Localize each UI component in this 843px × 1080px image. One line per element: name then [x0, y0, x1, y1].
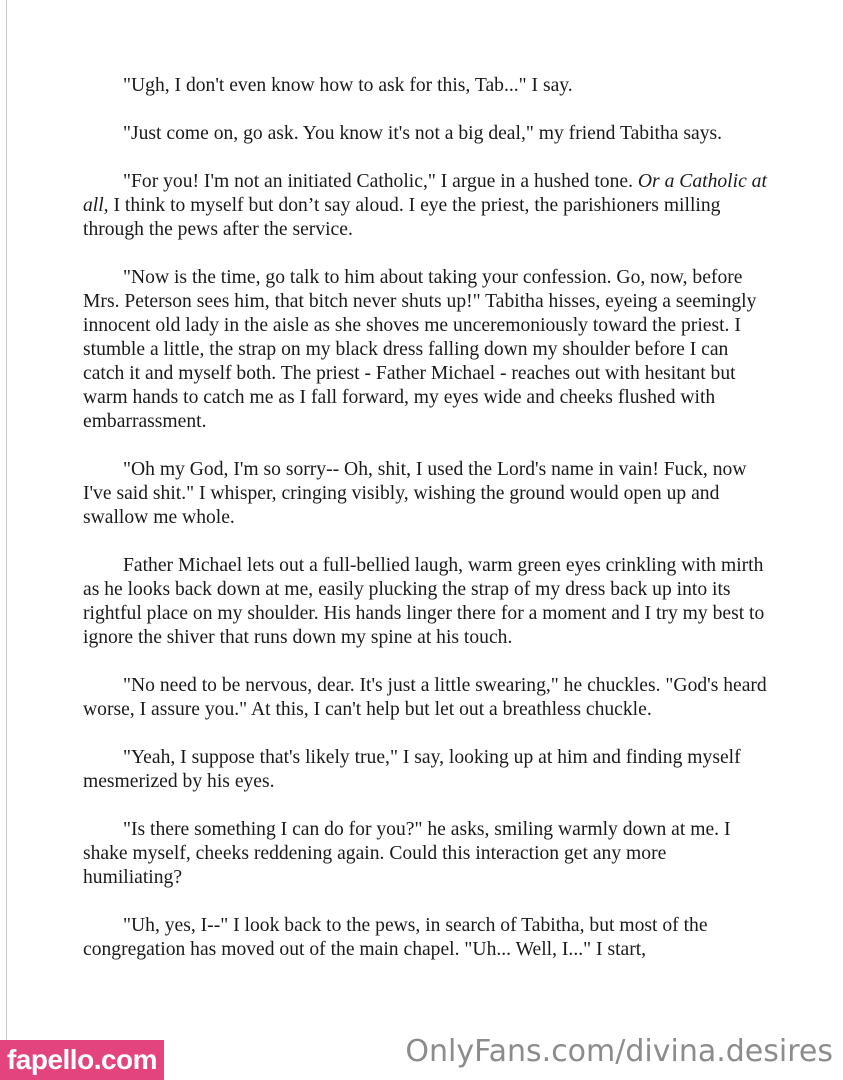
text-run: "Uh, yes, I--" I look back to the pews, in search of Tabitha, but most of the congregation has moved out of the main chapel. "Uh... Well, I..." I start,: [83, 915, 708, 960]
text-run: "Yeah, I suppose that's likely true," I say, looking up at him and finding myself mesmerized by his eyes.: [83, 747, 741, 792]
text-run: "For you! I'm not an initiated Catholic," I argue in a hushed tone.: [123, 171, 638, 192]
story-paragraph: [83, 170, 767, 242]
text-run: "Just come on, go ask. You know it's not a big deal," my friend Tabitha says.: [123, 123, 723, 144]
text-run: "Is there something I can do for you?" he asks, smiling warmly down at me. I shake myself, cheeks reddening again. Could this interaction get any more humiliating?: [83, 819, 731, 888]
story-paragraph: [83, 674, 767, 722]
text-run: "Now is the time, go talk to him about taking your confession. Go, now, before Mrs. Peterson sees him, that bitch never shuts up!" Tabitha hisses, eyeing a seemingly innocent old lady in the aisle as she shoves me unceremoniously toward the priest. I stumble a little, the strap on my black dress falling down my shoulder before I can catch it and myself both. The priest - Father Michael - reaches out with hesitant but warm hands to catch me as I fall forward, my eyes wide and cheeks flushed with embarrassment.: [83, 267, 757, 432]
story-paragraph: [83, 746, 767, 794]
italic-text-run: Or a Catholic at all,: [83, 171, 767, 216]
story-paragraph: [83, 458, 767, 530]
text-run: "Ugh, I don't even know how to ask for this, Tab..." I say.: [123, 75, 573, 96]
watermark-fapello-logo: fapello.com: [0, 1040, 164, 1080]
text-run: "No need to be nervous, dear. It's just a little swearing," he chuckles. "God's heard worse, I assure you." At this, I can't help but let out a breathless chuckle.: [83, 675, 767, 720]
story-paragraph: [83, 818, 767, 890]
text-run: I think to myself but don’t say aloud. I eye the priest, the parishioners milling through the pews after the service.: [83, 195, 721, 240]
watermark-onlyfans-text: OnlyFans.com/divina.desires: [405, 1034, 833, 1069]
document-page: [6, 0, 843, 1080]
document-body: [83, 74, 767, 986]
story-paragraph: [83, 914, 767, 962]
story-paragraph: [83, 554, 767, 650]
text-run: Father Michael lets out a full-bellied laugh, warm green eyes crinkling with mirth as he looks back down at me, easily plucking the strap of my dress back up into its rightful place on my shoulder. His hands linger there for a moment and I try my best to ignore the shiver that runs down my spine at his touch.: [83, 555, 765, 648]
text-run: "Oh my God, I'm so sorry-- Oh, shit, I used the Lord's name in vain! Fuck, now I've said shit." I whisper, cringing visibly, wishing the ground would open up and swallow me whole.: [83, 459, 747, 528]
story-paragraph: [83, 266, 767, 434]
story-paragraph: [83, 74, 767, 98]
story-paragraph: [83, 122, 767, 146]
